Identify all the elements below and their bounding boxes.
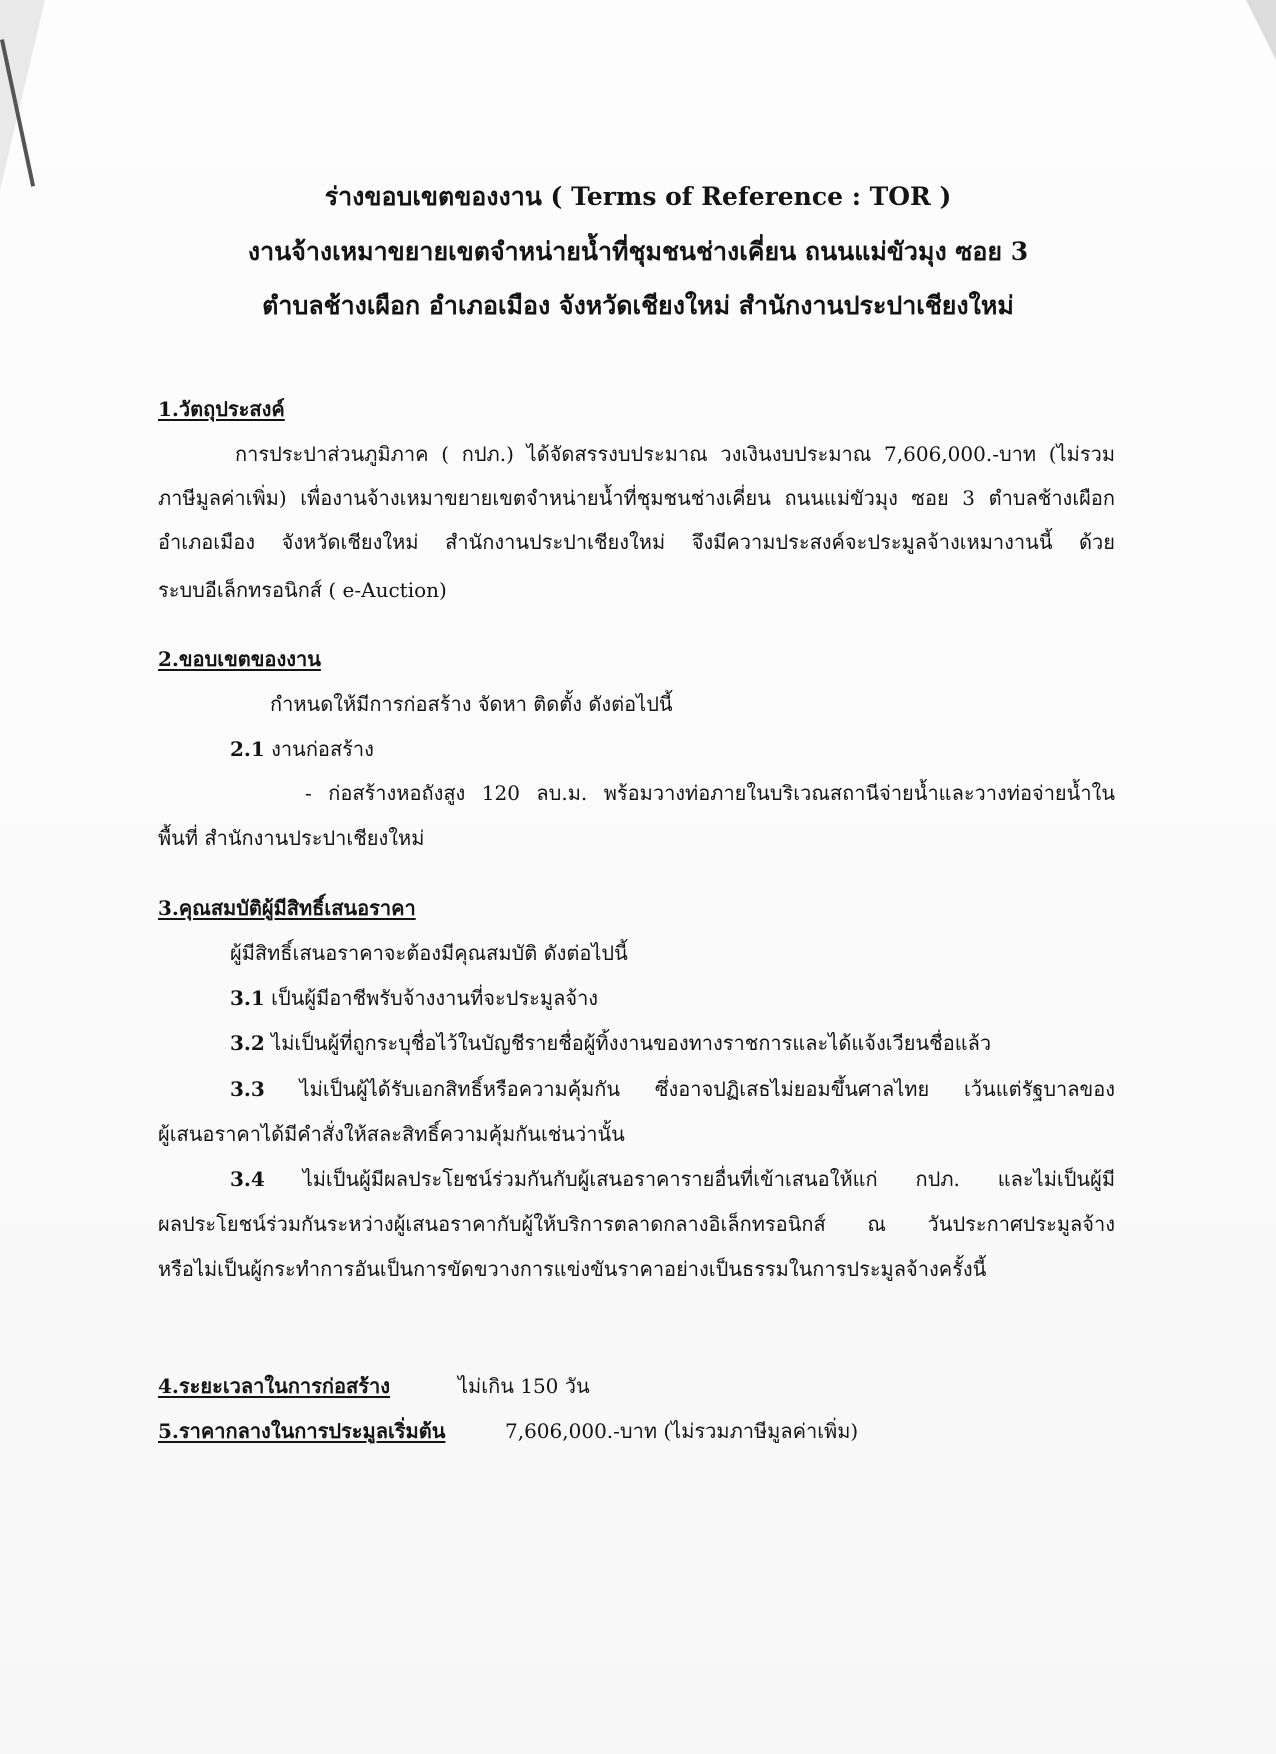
section-3-item-4-line-1 [230,1163,1115,1195]
section-2-heading: 2.ขอบเขตของงาน [158,647,321,671]
section-4-value: ไม่เกิน 150 วัน [458,1374,590,1398]
document-subtitle-1: งานจ้างเหมาขยายเขตจำหน่ายน้ำที่ชุมชนช่างเคี่ยน ถนนแม่ขัวมุง ซอย 3 [247,237,1029,266]
section-3-item-4-line-3: หรือไม่เป็นผู้กระทำการอันเป็นการขัดขวางการแข่งขันราคาอย่างเป็นธรรมในการประมูลจ้างครั้งนี้ [158,1257,987,1281]
section-1-line-3: อำเภอเมือง จังหวัดเชียงใหม่ สำนักงานประปาเชียงใหม่ จึงมีความประสงค์จะประมูลจ้างเหมางานนี้ ด้วย [158,530,1115,554]
folded-corner-right [1246,0,1276,60]
section-3-3-number: 3.3 [230,1077,265,1101]
section-3-heading: 3.คุณสมบัติผู้มีสิทธิ์เสนอราคา [158,896,416,920]
section-3-4-number: 3.4 [230,1167,265,1191]
section-1-heading: 1.วัตถุประสงค์ [158,397,285,421]
section-3-item-4-line-2: ผลประโยชน์ร่วมกันระหว่างผู้เสนอราคากับผู้ให้บริการตลาดกลางอิเล็กทรอนิกส์ ณ วันประกาศประมูลจ้าง [158,1212,1115,1236]
section-3-2-number: 3.2 [230,1031,265,1055]
section-2-detail-line-2: พื้นที่ สำนักงานประปาเชียงใหม่ [158,826,425,850]
document-title: ร่างขอบเขตของงาน ( Terms of Reference : TOR ) [324,182,952,211]
section-5-value: 7,606,000.-บาท (ไม่รวมภาษีมูลค่าเพิ่ม) [505,1419,859,1443]
section-1-line-1: การประปาส่วนภูมิภาค ( กปภ.) ได้จัดสรรงบประมาณ วงเงินงบประมาณ 7,606,000.-บาท (ไม่รวม [235,442,1115,466]
section-3-item-1 [230,982,598,1014]
section-5-heading: 5.ราคากลางในการประมูลเริ่มต้น [158,1419,446,1443]
section-2-1-row [230,733,374,765]
folded-corner [0,0,45,190]
section-3-1-number: 3.1 [230,986,265,1010]
section-1-line-4: ระบบอีเล็กทรอนิกส์ ( e-Auction) [158,578,447,602]
section-4-heading: 4.ระยะเวลาในการก่อสร้าง [158,1374,390,1398]
section-2-detail-line-1: - ก่อสร้างหอถังสูง 120 ลบ.ม. พร้อมวางท่อภายในบริเวณสถานีจ่ายน้ำและวางท่อจ่ายน้ำใน [305,781,1115,805]
section-3-1-text: เป็นผู้มีอาชีพรับจ้างงานที่จะประมูลจ้าง [271,986,599,1010]
section-3-item-2 [230,1027,991,1059]
section-2-1-label: งานก่อสร้าง [271,737,374,761]
section-1-line-2: ภาษีมูลค่าเพิ่ม) เพื่องานจ้างเหมาขยายเขตจำหน่ายน้ำที่ชุมชนช่างเคี่ยน ถนนแม่ขัวมุง ซอย 3 ตำบลช้างเผือก [158,486,1115,510]
section-2-intro: กำหนดให้มีการก่อสร้าง จัดหา ติดตั้ง ดังต่อไปนี้ [270,692,673,716]
section-3-item-3-line-1 [230,1073,1115,1105]
document-subtitle-2: ตำบลช้างเผือก อำเภอเมือง จังหวัดเชียงใหม่ สำนักงานประปาเชียงใหม่ [262,291,1014,320]
section-3-4-text-1: ไม่เป็นผู้มีผลประโยชน์ร่วมกันกับผู้เสนอราคารายอื่นที่เข้าเสนอให้แก่ กปภ. และไม่เป็นผู้มี [302,1167,1115,1191]
section-3-item-3-line-2: ผู้เสนอราคาได้มีคำสั่งให้สละสิทธิ์ความคุ้มกันเช่นว่านั้น [158,1122,625,1146]
section-3-intro: ผู้มีสิทธิ์เสนอราคาจะต้องมีคุณสมบัติ ดังต่อไปนี้ [230,941,628,965]
section-3-3-text-1: ไม่เป็นผู้ได้รับเอกสิทธิ์หรือความคุ้มกัน ซึ่งอาจปฏิเสธไม่ยอมขึ้นศาลไทย เว้นแต่รัฐบาลของ [299,1077,1115,1101]
section-2-1-number: 2.1 [230,737,265,761]
section-3-2-text: ไม่เป็นผู้ที่ถูกระบุชื่อไว้ในบัญชีรายชื่อผู้ทิ้งงานของทางราชการและได้แจ้งเวียนชื่อแล้ว [271,1031,992,1055]
